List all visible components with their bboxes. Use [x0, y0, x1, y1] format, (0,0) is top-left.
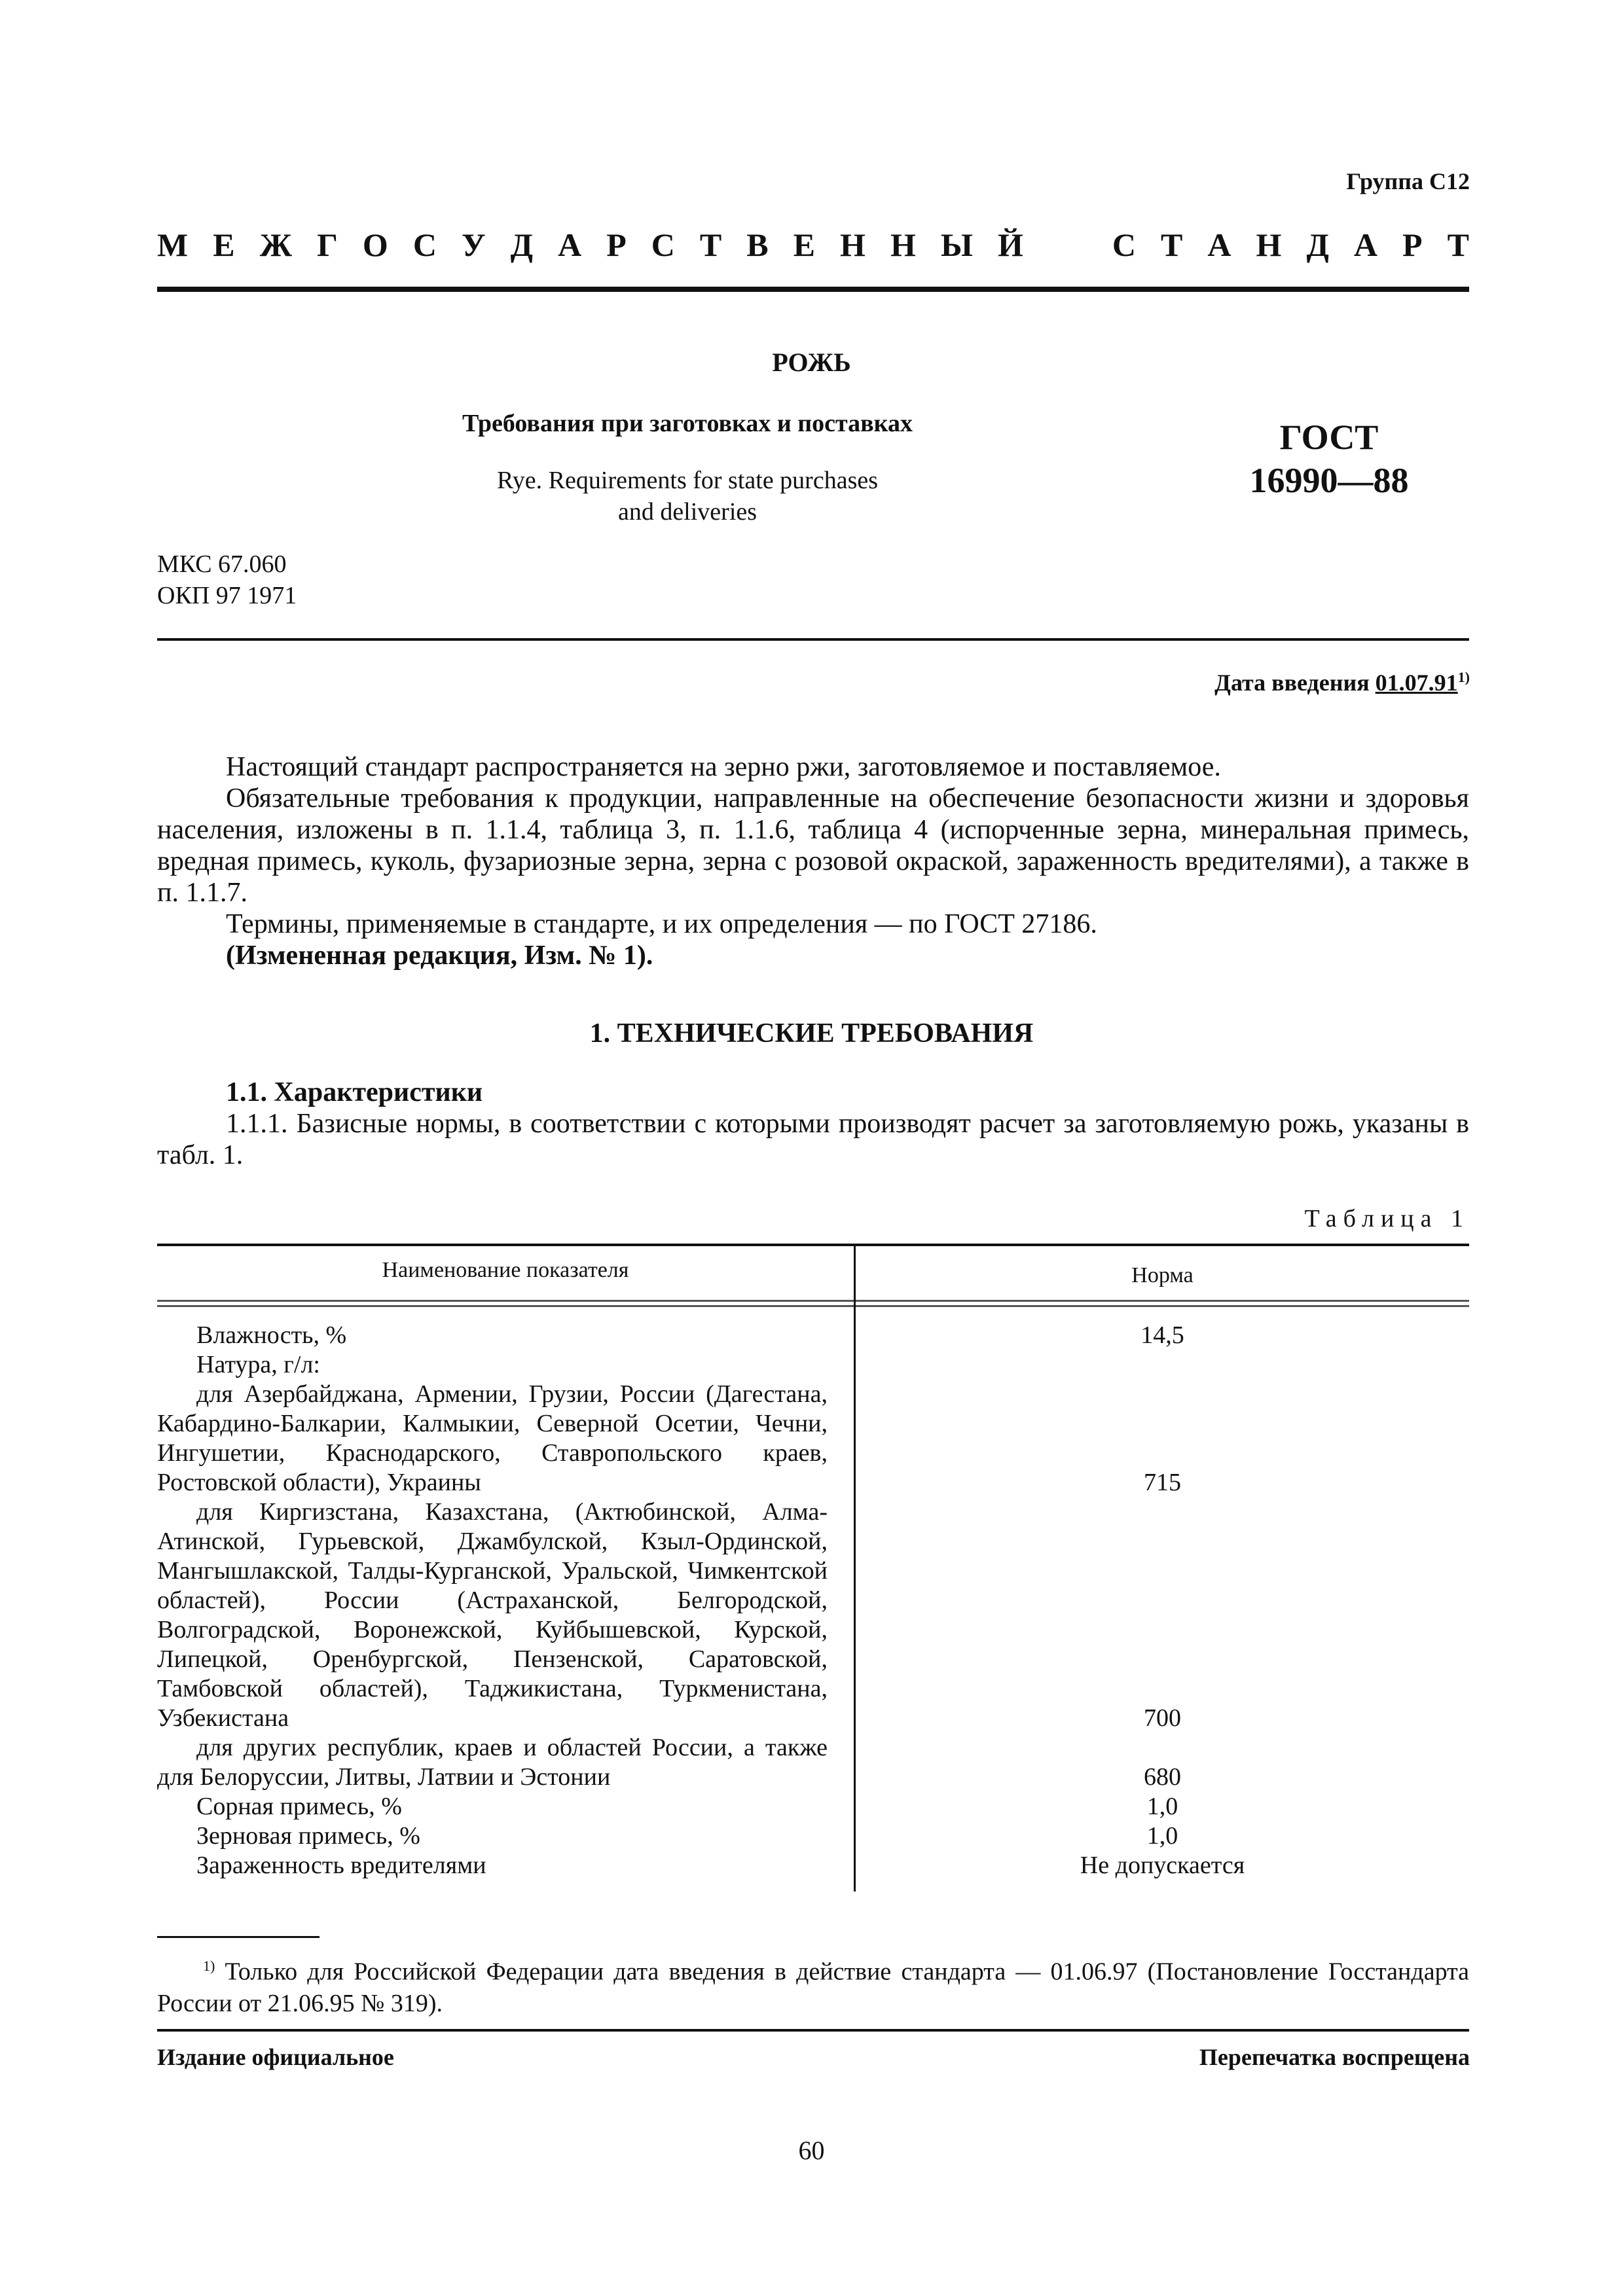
table-header-norm: Норма	[1131, 1263, 1194, 1287]
subsection-heading: 1.1. Характеристики	[226, 1077, 483, 1107]
table-row	[157, 1821, 1469, 1851]
banner-letter: Р	[1402, 226, 1423, 263]
codes-rule	[157, 638, 1469, 641]
banner-letter: Ж	[259, 226, 293, 263]
page-number: 60	[798, 2136, 825, 2165]
table-cell-indicator	[157, 1733, 828, 1792]
subsection-text: 1.1.1. Базисные нормы, в соответствии с которыми производят расчет за заготовляемую рожь, указаны в табл. 1.	[157, 1109, 1469, 1170]
banner-letter: Т	[1447, 226, 1469, 263]
banner-letter: Ы	[940, 226, 973, 263]
banner-letter: Н	[840, 226, 866, 263]
indicator-text: Зерновая примесь, %	[196, 1822, 420, 1850]
edition-label: Издание официальное	[157, 2044, 394, 2070]
table-row	[157, 1380, 1469, 1498]
reprint-notice: Перепечатка воспрещена	[1199, 2044, 1470, 2070]
indicator-text: для других республик, краев и областей России, а также для Белоруссии, Литвы, Латвии и Эстонии	[157, 1734, 828, 1791]
banner-letter: С	[412, 226, 437, 263]
banner-letter: Г	[317, 226, 338, 263]
banner-gap	[1048, 226, 1087, 264]
table-cell-indicator	[157, 1350, 828, 1380]
banner-letter: Р	[606, 226, 627, 263]
intro-date-footnote-mark: 1)	[1457, 669, 1470, 685]
table-cell-norm: 700	[1144, 1704, 1181, 1732]
banner-letter: С	[1112, 226, 1137, 263]
banner-letter: А	[1207, 226, 1231, 263]
banner-letter: С	[651, 226, 675, 263]
indicator-text: Влажность, %	[196, 1321, 347, 1349]
subtitle-english	[282, 465, 1093, 528]
table-header-indicator: Наименование показателя	[382, 1258, 629, 1282]
footnote	[157, 1950, 1469, 2019]
table-body	[157, 1321, 1469, 1880]
footnote-rule	[157, 1936, 319, 1938]
document-title: РОЖЬ	[772, 348, 851, 377]
banner-letter: Н	[890, 226, 916, 263]
banner-letter: А	[558, 226, 582, 263]
footer-rule	[157, 2029, 1469, 2032]
subsection-block	[157, 1077, 1469, 1171]
table-cell-indicator	[157, 1851, 828, 1880]
indicator-text: Зараженность вредителями	[196, 1852, 486, 1879]
footnote-mark: 1)	[203, 1958, 215, 1974]
table-cell-norm: 14,5	[1140, 1321, 1184, 1349]
section-heading: 1. ТЕХНИЧЕСКИЕ ТРЕБОВАНИЯ	[589, 1018, 1034, 1049]
banner-letter: Д	[1306, 226, 1329, 263]
table-header-rule	[157, 1300, 1469, 1302]
table-cell-norm: 1,0	[1146, 1822, 1178, 1850]
table-cell-indicator	[157, 1792, 828, 1821]
table-cell-indicator	[157, 1498, 828, 1733]
norms-table	[157, 1244, 1469, 1892]
intro-date-label: Дата введения	[1214, 670, 1376, 696]
table-row	[157, 1350, 1469, 1380]
banner-letter: Т	[1161, 226, 1183, 263]
body-amendment-note: (Измененная редакция, Изм. № 1).	[226, 941, 653, 971]
gost-designation	[1231, 416, 1427, 502]
okp-code: ОКП 97 1971	[157, 582, 297, 609]
banner-letter: Е	[213, 226, 235, 263]
table-row	[157, 1498, 1469, 1733]
body-paragraph-3: Термины, применяемые в стандарте, и их определения — по ГОСТ 27186.	[226, 909, 1097, 939]
banner-letter: А	[1353, 226, 1377, 263]
gost-label: ГОСТ	[1279, 418, 1379, 457]
indicator-text: Натура, г/л:	[196, 1351, 320, 1378]
body-paragraph-1: Настоящий стандарт распространяется на зерно ржи, заготовляемое и поставляемое.	[226, 752, 1221, 782]
indicator-text: для Киргизстана, Казахстана, (Актюбинской, Алма-Атинской, Гурьевской, Джамбулской, Кзыл-Ординской, Мангышлакской, Талды-Курганской, Уральской, Чимкентской областей), России (Астраханской, Белгородской, Волгоградской, Воронежской, Куйбышевской, Курской, Липецкой, Оренбургской, Пензенской, Саратовской, Тамбовской областей), Таджикистана, Туркменистана, Узбекистана	[157, 1498, 828, 1732]
table-cell-norm: 680	[1144, 1763, 1181, 1791]
indicator-text: Сорная примесь, %	[196, 1793, 402, 1820]
banner-letter: В	[746, 226, 769, 263]
table-top-rule	[157, 1244, 1469, 1246]
standard-banner	[157, 226, 1469, 264]
table-cell-norm: Не допускается	[1080, 1852, 1245, 1879]
classification-codes	[157, 548, 297, 611]
banner-letter: Т	[699, 226, 722, 263]
table-cell-indicator	[157, 1321, 828, 1350]
body-paragraph-2: Обязательные требования к продукции, направленные на обеспечение безопасности жизни и здоровья населения, изложены в п. 1.1.4, таблица 3, п. 1.1.6, таблица 4 (испорченные зерна, минеральная примесь, вредная примесь, куколь, фузариозные зерна, зерна с розовой окраской, зараженность вредителями), а также в п. 1.1.7.	[157, 783, 1469, 908]
banner-letter: М	[157, 226, 189, 263]
intro-date	[1214, 669, 1470, 696]
subtitle-russian: Требования при заготовках и поставках	[462, 410, 913, 437]
group-label: Группа С12	[1346, 168, 1470, 194]
footnote-text: Только для Российской Федерации дата введения в действие стандарта — 01.06.97 (Постановление Госстандарта России от 21.06.95 № 319).	[157, 1958, 1469, 2017]
table-header-rule-double	[157, 1305, 1469, 1307]
mks-code: МКС 67.060	[157, 550, 287, 578]
table-row	[157, 1792, 1469, 1821]
indicator-text: для Азербайджана, Армении, Грузии, России (Дагестана, Кабардино-Балкарии, Калмыкии, Северной Осетии, Чечни, Ингушетии, Краснодарского, Ставропольского краев, Ростовской области), Украины	[157, 1380, 828, 1496]
table-cell-indicator	[157, 1380, 828, 1498]
banner-letter: У	[461, 226, 486, 263]
banner-letter: Д	[510, 226, 534, 263]
table-cell-norm: 715	[1144, 1469, 1181, 1496]
intro-date-value: 01.07.91	[1375, 670, 1458, 696]
banner-letter: Й	[997, 226, 1023, 263]
banner-letter: Н	[1256, 226, 1282, 263]
banner-letter: Е	[793, 226, 815, 263]
table-cell-indicator	[157, 1821, 828, 1851]
body-text	[157, 751, 1469, 971]
table-row	[157, 1851, 1469, 1880]
subtitle-english-line2: and deliveries	[617, 498, 757, 526]
gost-number: 16990—88	[1249, 461, 1409, 500]
subtitle-english-line1: Rye. Requirements for state purchases	[496, 467, 879, 494]
table-cell-norm: 1,0	[1146, 1793, 1178, 1820]
table-caption: Таблица 1	[1304, 1205, 1470, 1232]
header-rule	[157, 287, 1469, 292]
table-row	[157, 1733, 1469, 1792]
table-row	[157, 1321, 1469, 1350]
banner-letter: О	[362, 226, 388, 263]
